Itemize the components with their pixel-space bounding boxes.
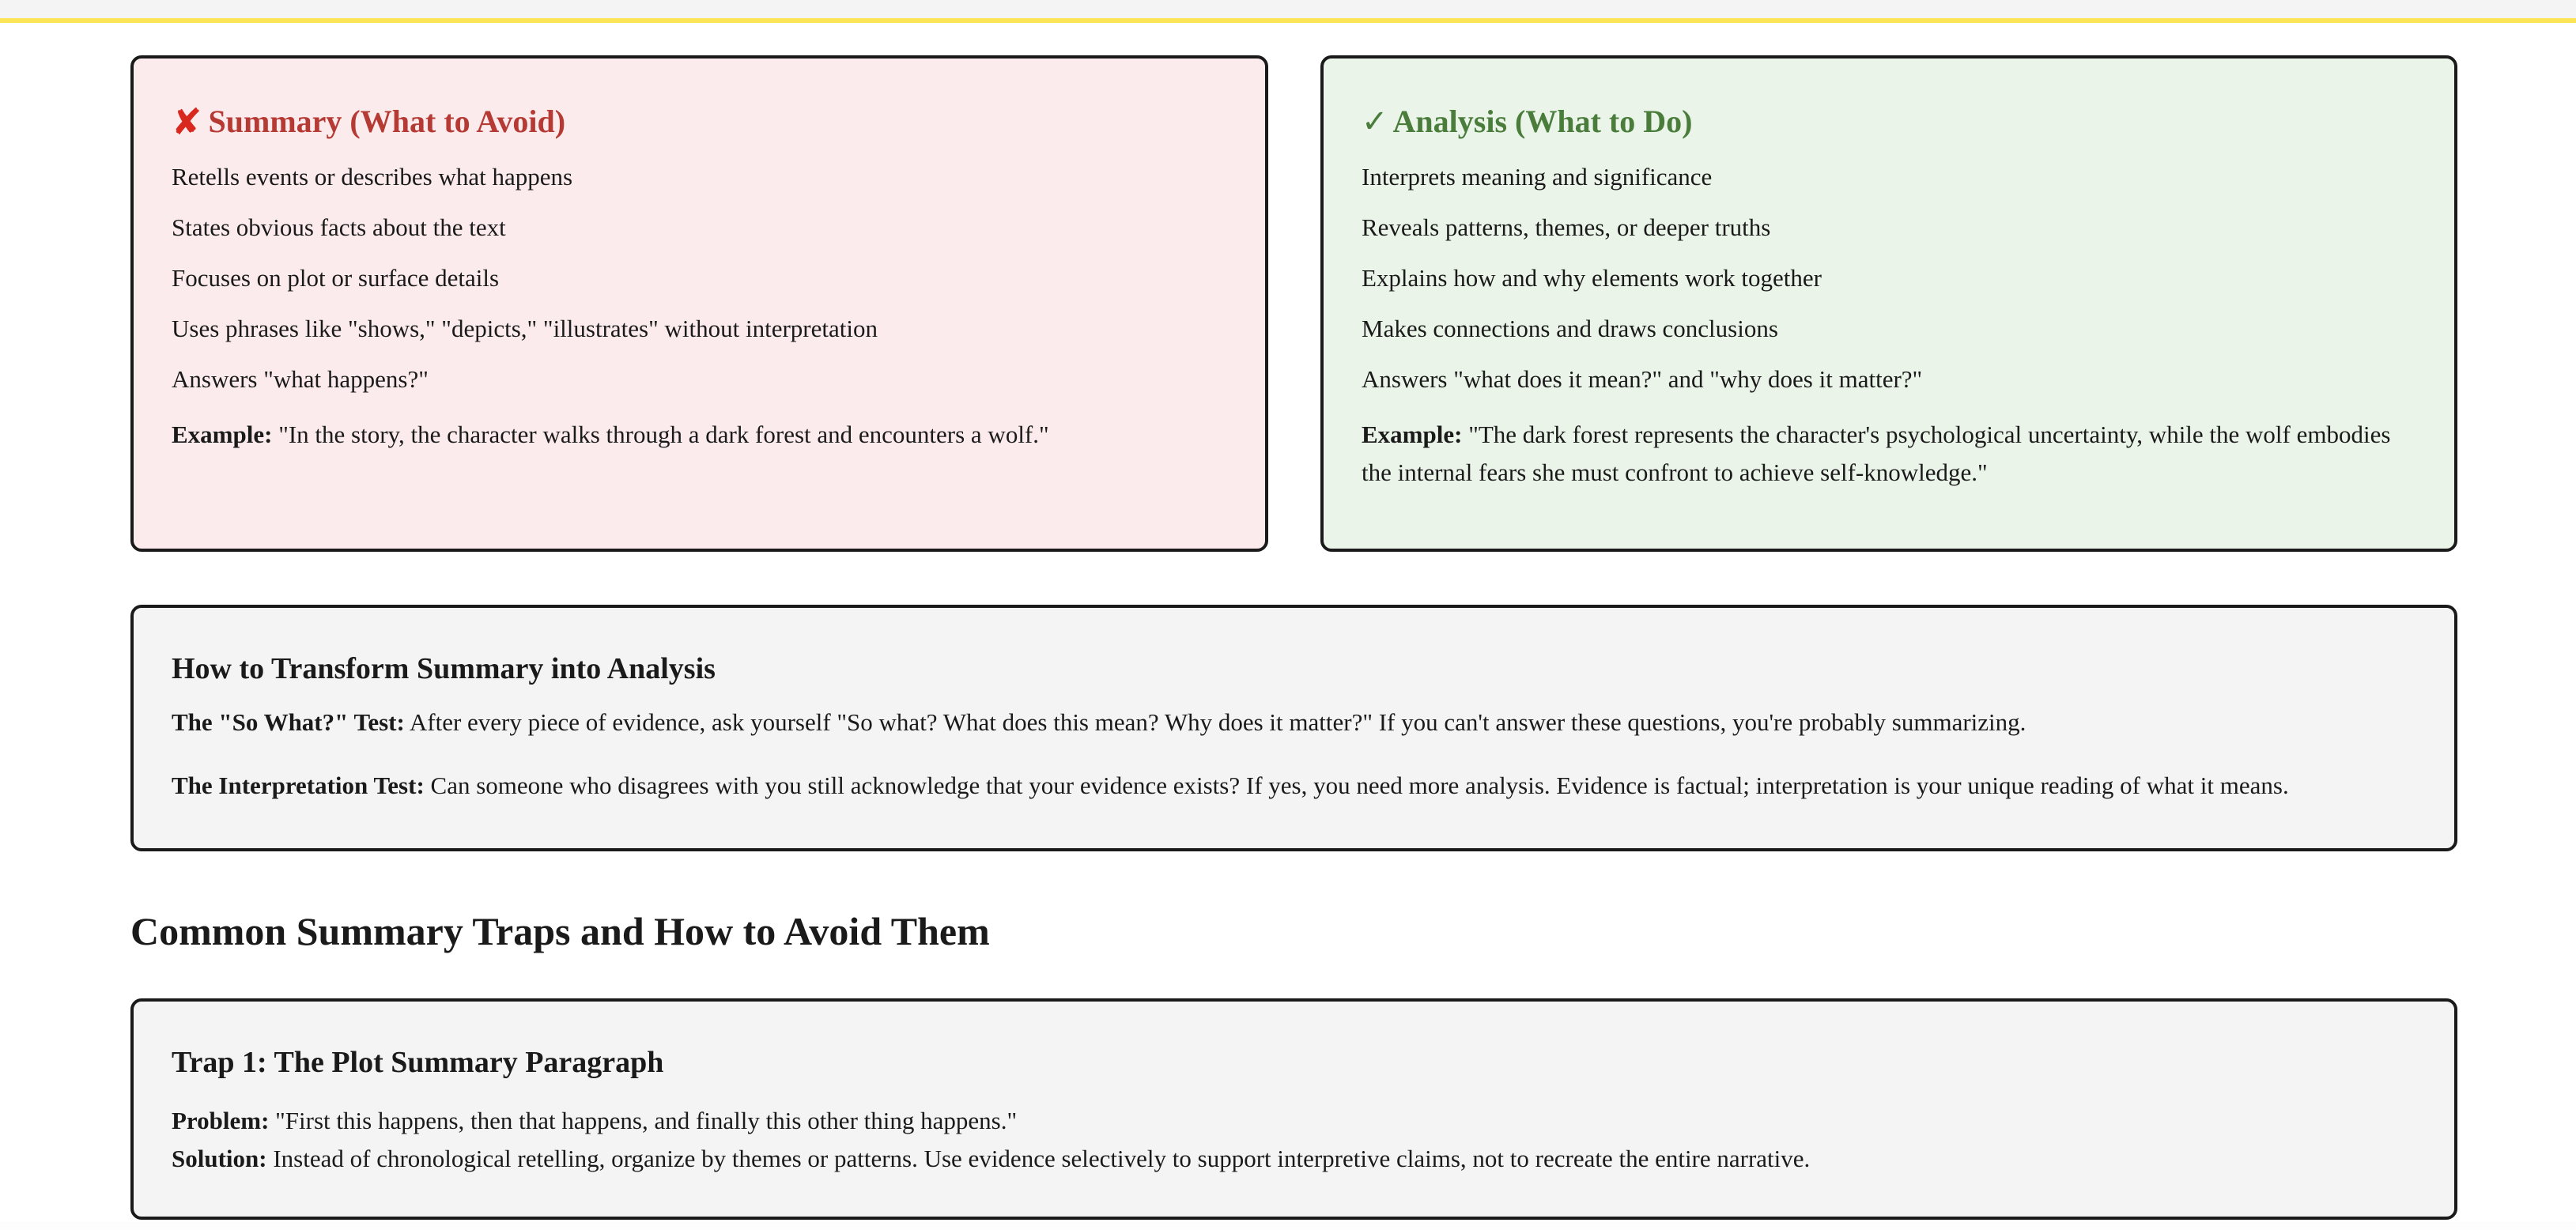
so-what-test xyxy=(172,708,2416,737)
do-card-title xyxy=(1362,103,2418,141)
do-item: Answers "what does it mean?" and "why does it matter?" xyxy=(1362,365,1923,393)
avoid-item: Focuses on plot or surface details xyxy=(172,264,500,292)
do-example xyxy=(1362,416,2418,492)
avoid-card-title-text: Summary (What to Avoid) xyxy=(208,104,566,139)
do-item: Interprets meaning and significance xyxy=(1362,163,1713,191)
avoid-item: Uses phrases like "shows," "depicts," "illustrates" without interpretation xyxy=(172,315,878,342)
bottom-strip xyxy=(0,1221,2576,1230)
check-mark-icon: ✓ xyxy=(1362,104,1388,140)
avoid-item: States obvious facts about the text xyxy=(172,213,506,241)
avoid-example xyxy=(172,416,1229,454)
accent-line xyxy=(0,18,2576,23)
problem-text: "First this happens, then that happens, and finally this other thing happens." xyxy=(269,1107,1018,1134)
test-label: The "So What?" Test: xyxy=(172,708,405,736)
browser-top-strip xyxy=(0,0,2576,18)
analysis-do-card xyxy=(1320,55,2457,552)
solution-label: Solution: xyxy=(172,1145,267,1172)
do-item: Makes connections and draws conclusions xyxy=(1362,315,1778,342)
do-card-title-text: Analysis (What to Do) xyxy=(1392,104,1693,139)
test-text: Can someone who disagrees with you still acknowledge that your evidence exists? If yes, you need more analysis. Evidence is factual; interpretation is your unique reading of what it means. xyxy=(424,772,2289,799)
test-label: The Interpretation Test: xyxy=(172,772,425,799)
solution-text: Instead of chronological retelling, organize by themes or patterns. Use evidence selectively to support interpretive claims, not to recreate the entire narrative. xyxy=(266,1145,1811,1172)
transform-box-title: How to Transform Summary into Analysis xyxy=(172,652,716,685)
trap-title: Trap 1: The Plot Summary Paragraph xyxy=(172,1046,664,1079)
test-text: After every piece of evidence, ask yourself "So what? What does this mean? Why does it matter?" If you can't answer these questions, you're probably summarizing. xyxy=(404,708,2026,736)
trap-solution xyxy=(172,1140,2416,1178)
example-label: Example: xyxy=(1362,421,1463,448)
avoid-item: Answers "what happens?" xyxy=(172,365,429,393)
example-label: Example: xyxy=(172,421,273,448)
summary-avoid-card xyxy=(130,55,1268,552)
do-item: Reveals patterns, themes, or deeper truths xyxy=(1362,213,1771,241)
interpretation-test xyxy=(172,772,2416,800)
problem-label: Problem: xyxy=(172,1107,270,1134)
x-mark-icon: ✘ xyxy=(172,100,202,143)
avoid-card-title xyxy=(172,100,1229,143)
trap-box xyxy=(130,998,2457,1220)
avoid-item: Retells events or describes what happens xyxy=(172,163,573,191)
example-text: "The dark forest represents the character's psychological uncertainty, while the wolf embodies the internal fears she must confront to achieve self-knowledge." xyxy=(1362,421,2391,486)
trap-problem xyxy=(172,1102,2416,1140)
do-item: Explains how and why elements work together xyxy=(1362,264,1822,292)
transform-box xyxy=(130,605,2457,851)
example-text: "In the story, the character walks through a dark forest and encounters a wolf." xyxy=(272,421,1049,448)
traps-section-heading: Common Summary Traps and How to Avoid Them xyxy=(130,909,990,953)
